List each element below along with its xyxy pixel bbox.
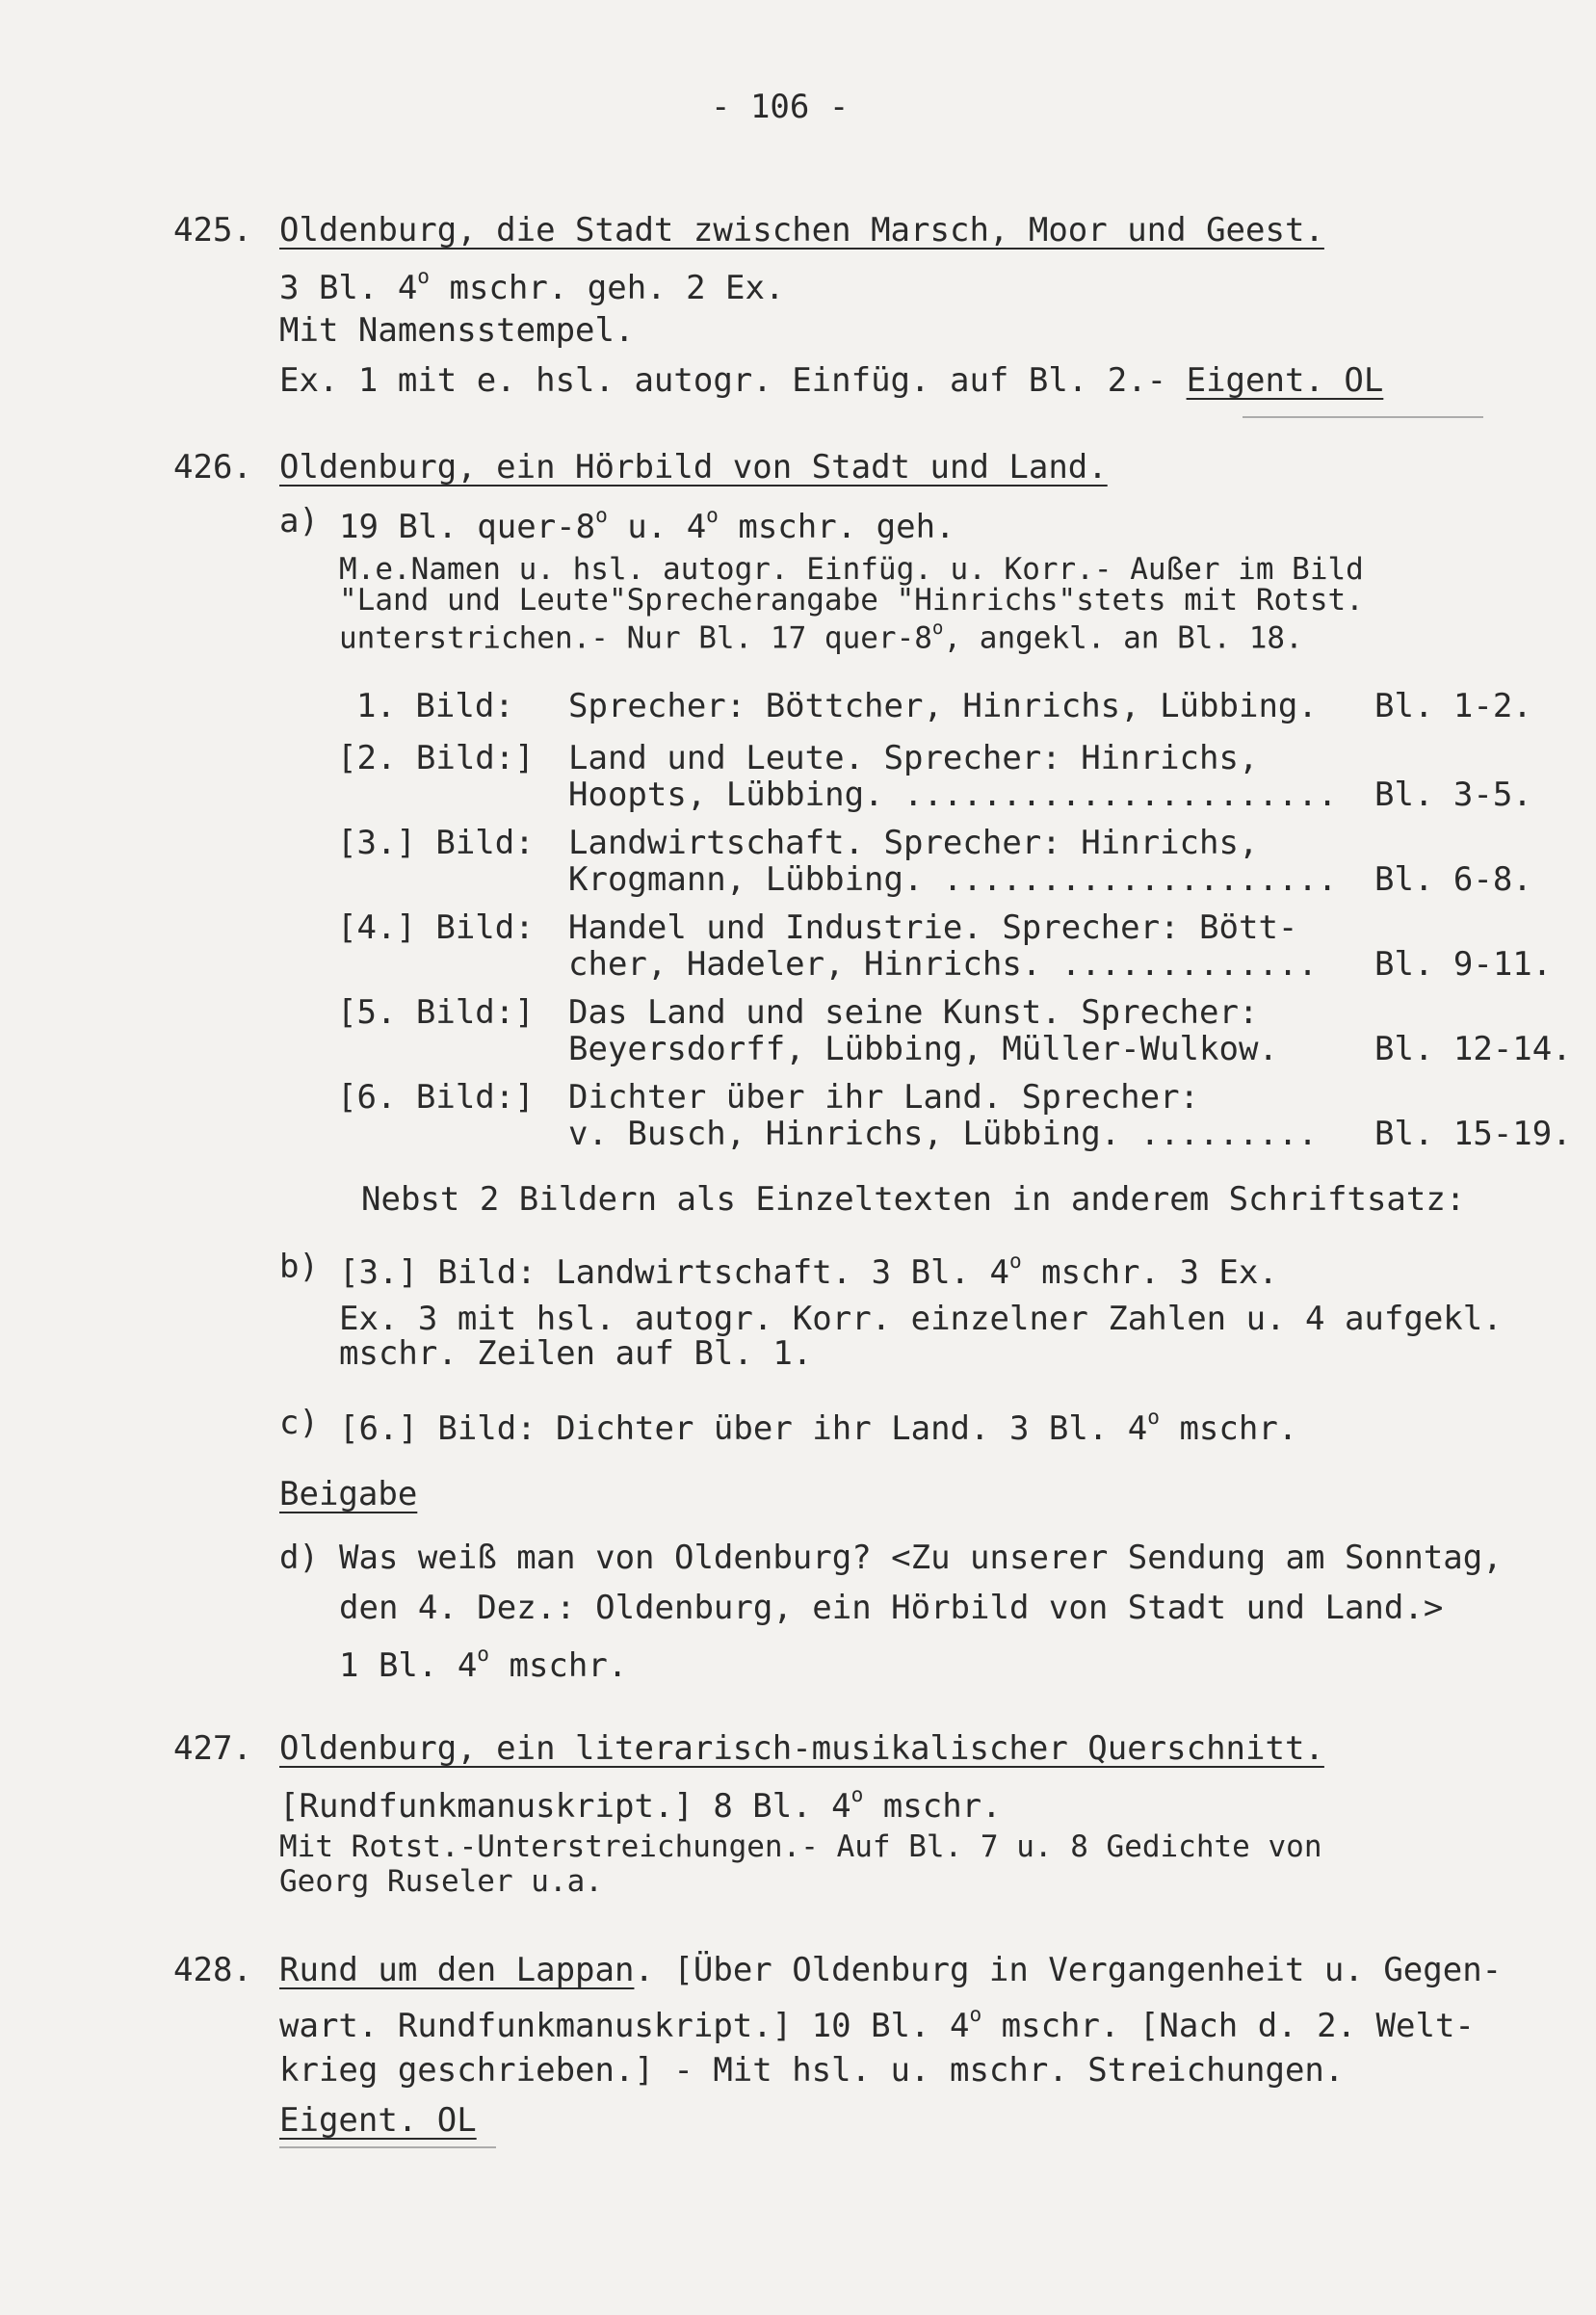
bild-label: 1. Bild: [356,687,514,725]
pencil-stroke [279,2146,496,2148]
bild-pages: Bl. 15-19. [1374,1115,1572,1153]
entry-title-426: Oldenburg, ein Hörbild von Stadt und Land. [279,448,1108,487]
bild-text-continued: Beyersdorff, Lübbing, Müller-Wulkow. [568,1030,1278,1068]
bild-text: Sprecher: Böttcher, Hinrichs, Lübbing. [568,687,1318,725]
entry-description-427: [Rundfunkmanuskript.] 8 Bl. 4$^o$ mschr. [279,1782,1002,1826]
entry-number-427: 427. [173,1729,252,1768]
entry-title-425: Oldenburg, die Stadt zwischen Marsch, Moor und Geest. [279,211,1324,250]
bild-text: Das Land und seine Kunst. Sprecher: [568,993,1259,1032]
entry-note-425-stamp: Mit Namensstempel. [279,311,635,350]
bild-text-continued: cher, Hadeler, Hinrichs. ............. [568,945,1318,984]
entry-number-428: 428. [173,1951,252,1989]
bild-label: [2. Bild:] [337,739,535,777]
bild-pages: Bl. 12-14. [1374,1030,1572,1068]
bild-text-continued: Hoopts, Lübbing. ...................... [568,776,1338,814]
entry-number-425: 425. [173,211,252,250]
bild-label: [6. Bild:] [337,1078,535,1117]
part-a-note-line-3: unterstrichen.- Nur Bl. 17 quer-8$^o$, angekl. an Bl. 18. [339,617,1303,656]
pencil-stroke [1243,416,1483,418]
beigabe-heading: Beigabe [279,1475,418,1513]
bild-label: [4.] Bild: [337,908,535,947]
part-d-line-3: 1 Bl. 4$^o$ mschr. [339,1642,628,1685]
bild-text: Handel und Industrie. Sprecher: Bött- [568,908,1298,947]
part-b-note-line-2: mschr. Zeilen auf Bl. 1. [339,1334,813,1373]
part-label-c: c) [279,1404,319,1442]
entry-line-428-1: Rund um den Lappan. [Über Oldenburg in Vergangenheit u. Gegen- [279,1951,1503,1989]
owner-mark-425: Eigent. OL [1186,361,1384,400]
entry-line-428-2: wart. Rundfunkmanuskript.] 10 Bl. 4$^o$ mschr. [Nach d. 2. Welt- [279,2002,1475,2045]
entry-line-428-3: krieg geschrieben.] - Mit hsl. u. mschr. Streichungen. [279,2051,1345,2090]
part-b-note-line-1: Ex. 3 mit hsl. autogr. Korr. einzelner Zahlen u. 4 aufgekl. [339,1300,1503,1338]
entry-note-425-insert: Ex. 1 mit e. hsl. autogr. Einfüg. auf Bl. 2.- Eigent. OL [279,361,1384,400]
entry-title-427: Oldenburg, ein literarisch-musikalischer Querschnitt. [279,1729,1324,1768]
part-d-line-1: Was weiß man von Oldenburg? <Zu unserer Sendung am Sonntag, [339,1539,1503,1577]
nebst-note: Nebst 2 Bildern als Einzeltexten in anderem Schriftsatz: [361,1180,1466,1219]
bild-text-continued: Krogmann, Lübbing. .................... [568,860,1338,899]
part-label-b: b) [279,1248,319,1286]
bild-pages: Bl. 6-8. [1374,860,1532,899]
entry-number-426: 426. [173,448,252,487]
bild-pages: Bl. 9-11. [1374,945,1553,984]
page-number: - 106 - [711,88,850,126]
part-d-line-2: den 4. Dez.: Oldenburg, ein Hörbild von Stadt und Land.> [339,1589,1444,1627]
entry-title-428: Rund um den Lappan [279,1951,635,1989]
bild-pages: Bl. 3-5. [1374,776,1532,814]
part-a-description: 19 Bl. quer-8$^o$ u. 4$^o$ mschr. geh. [339,503,955,546]
part-b-description: [3.] Bild: Landwirtschaft. 3 Bl. 4$^o$ mschr. 3 Ex. [339,1249,1278,1292]
part-label-d: d) [279,1539,319,1577]
part-label-a: a) [279,502,319,540]
bild-pages: Bl. 1-2. [1374,687,1532,725]
bild-text: Land und Leute. Sprecher: Hinrichs, [568,739,1259,777]
part-a-note-line-2: "Land und Leute"Sprecherangabe "Hinrichs"stets mit Rotst. [339,583,1364,618]
owner-mark-428: Eigent. OL [279,2101,477,2140]
bild-text: Dichter über ihr Land. Sprecher: [568,1078,1200,1117]
entry-note-427-line-2: Georg Ruseler u.a. [279,1864,603,1899]
bild-text: Landwirtschaft. Sprecher: Hinrichs, [568,824,1259,862]
bild-label: [3.] Bild: [337,824,535,862]
bild-text-continued: v. Busch, Hinrichs, Lübbing. ......... [568,1115,1318,1153]
part-c-description: [6.] Bild: Dichter über ihr Land. 3 Bl. 4$^o$ mschr. [339,1405,1298,1448]
part-a-note-line-1: M.e.Namen u. hsl. autogr. Einfüg. u. Korr.- Außer im Bild [339,552,1364,587]
bild-label: [5. Bild:] [337,993,535,1032]
entry-description-425: 3 Bl. 4$^o$ mschr. geh. 2 Ex. [279,264,785,307]
entry-note-427-line-1: Mit Rotst.-Unterstreichungen.- Auf Bl. 7 u. 8 Gedichte von [279,1829,1322,1864]
